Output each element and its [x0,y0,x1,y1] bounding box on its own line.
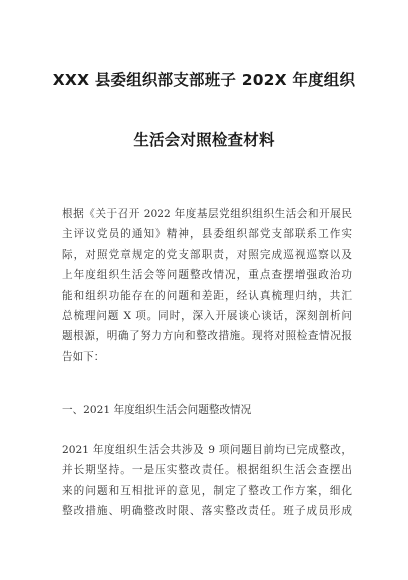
intro-paragraph [62,204,352,367]
intro-line: 上年度组织生活会等问题整改情况，重点查摆增强政治功 [62,269,352,282]
section-1-line: 并长期坚持。一是压实整改责任。根据组织生活会查摆出 [62,464,352,477]
intro-line: 主评议党员的通知》精神，县委组织部党支部联系工作实 [62,228,352,241]
intro-line: 根据《关于召开 2022 年度基层党组织组织生活会和开展民 [62,208,352,220]
intro-line: 告如下： [62,350,105,363]
section-1-paragraph [62,440,352,522]
section-1-line: 来的问题和互相批评的意见，制定了整改工作方案，细化 [62,484,352,497]
section-1-line: 2021 年度组织生活会共涉及 9 项问题目前均已完成整改， [62,444,352,456]
intro-line: 际，对照党章规定的党支部职责，对照完成巡视巡察以及 [62,248,352,261]
intro-line: 总梳理问题 X 项。同时，深入开展谈心谈话，深刻剖析问 [62,309,352,322]
document-title-line-2: 生活会对照检查材料 [133,131,275,149]
section-1-heading: 一、2021 年度组织生活会问题整改情况 [62,404,252,416]
section-1-line: 整改措施、明确整改时限、落实整改责任。班子成员形成 [62,505,352,518]
intro-line: 能和组织功能存在的问题和差距，经认真梳理归纳，共汇 [62,289,352,302]
document-title-line-1: XXX 县委组织部支部班子 202X 年度组织 [52,71,356,89]
intro-line: 题根源，明确了努力方向和整改措施。现将对照检查情况报 [62,330,352,343]
